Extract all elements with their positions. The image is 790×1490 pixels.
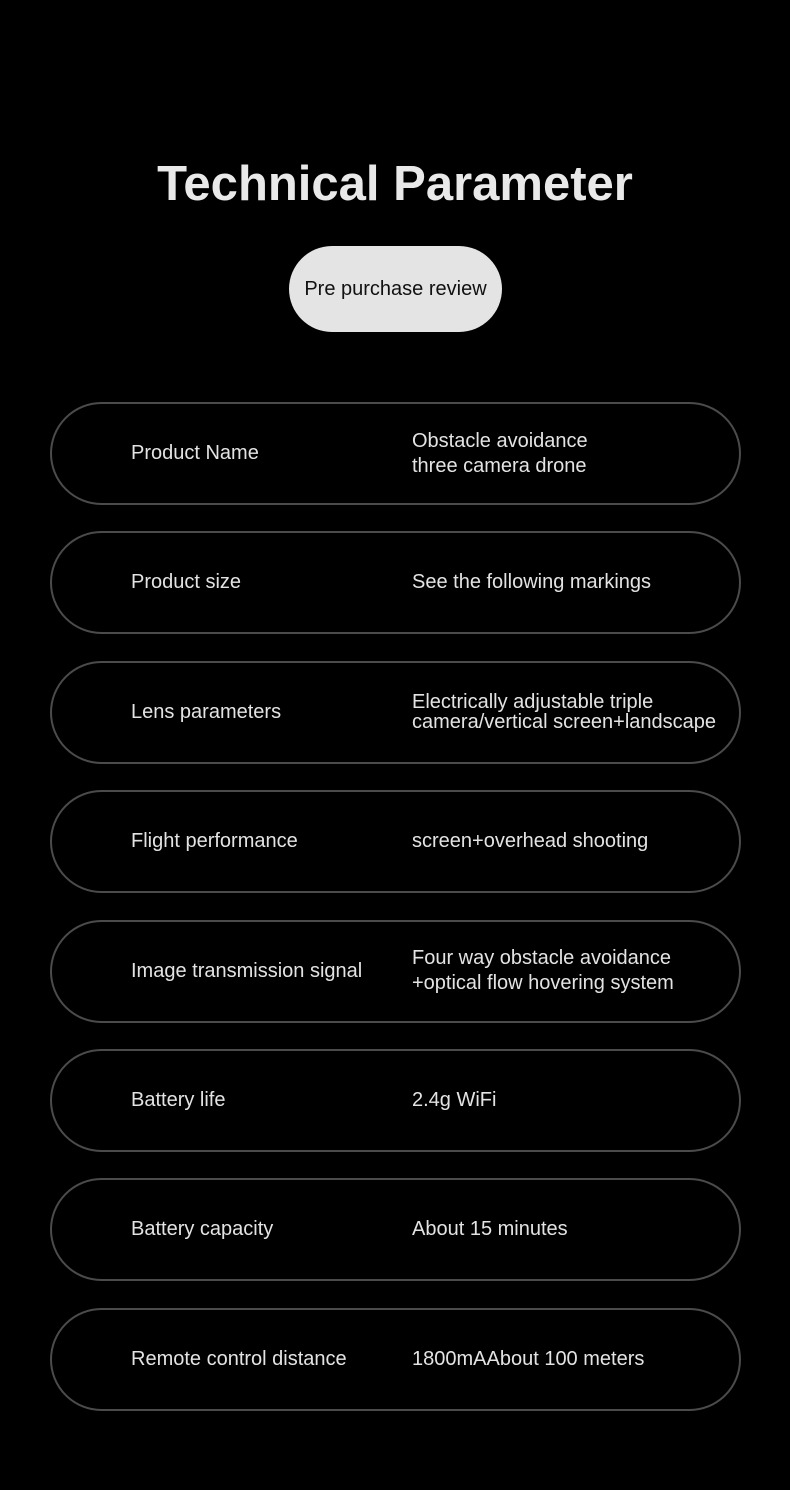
param-label: Product size bbox=[131, 571, 242, 594]
param-row-battery-capacity bbox=[50, 1178, 741, 1281]
param-row-remote-control-distance bbox=[50, 1308, 741, 1411]
param-label: Battery capacity bbox=[131, 1218, 274, 1241]
param-label: Product Name bbox=[131, 442, 259, 464]
param-value-line: 2.4g WiFi bbox=[412, 1088, 497, 1111]
param-value-line: Four way obstacle avoidance bbox=[412, 947, 672, 970]
param-label: Flight performance bbox=[131, 830, 298, 853]
param-value bbox=[412, 533, 651, 632]
param-row-flight-performance bbox=[50, 790, 741, 893]
param-value-line: +optical flow hovering system bbox=[412, 972, 674, 995]
param-value-line: screen+overhead shooting bbox=[412, 830, 649, 853]
param-value bbox=[412, 404, 588, 503]
param-row-lens-parameters bbox=[50, 661, 741, 764]
param-value-line: About 15 minutes bbox=[412, 1218, 568, 1241]
param-value-line: 1800mAAbout 100 meters bbox=[412, 1347, 645, 1370]
param-label: Remote control distance bbox=[131, 1347, 347, 1370]
param-value bbox=[412, 663, 716, 762]
pre-purchase-review-badge[interactable]: Pre purchase review bbox=[289, 246, 502, 332]
param-row-image-transmission-signal bbox=[50, 920, 741, 1023]
page-title: Technical Parameter bbox=[157, 157, 633, 211]
param-value-line: Obstacle avoidance bbox=[412, 429, 588, 452]
param-value bbox=[412, 1051, 496, 1150]
param-label: Image transmission signal bbox=[131, 959, 363, 982]
param-value-line: camera/vertical screen+landscape bbox=[412, 711, 717, 734]
param-value-line: three camera drone bbox=[412, 454, 587, 477]
param-value-line: See the following markings bbox=[412, 571, 652, 594]
param-row-product-size bbox=[50, 531, 741, 634]
parameter-list bbox=[50, 402, 741, 1437]
param-label: Lens parameters bbox=[131, 700, 282, 723]
param-row-battery-life bbox=[50, 1049, 741, 1152]
param-value-line: Electrically adjustable triple bbox=[412, 691, 654, 714]
param-row-product-name bbox=[50, 402, 741, 505]
param-label: Battery life bbox=[131, 1088, 226, 1111]
param-value bbox=[412, 922, 674, 1021]
param-value bbox=[412, 792, 648, 891]
param-value bbox=[412, 1310, 644, 1409]
param-value bbox=[412, 1180, 568, 1279]
